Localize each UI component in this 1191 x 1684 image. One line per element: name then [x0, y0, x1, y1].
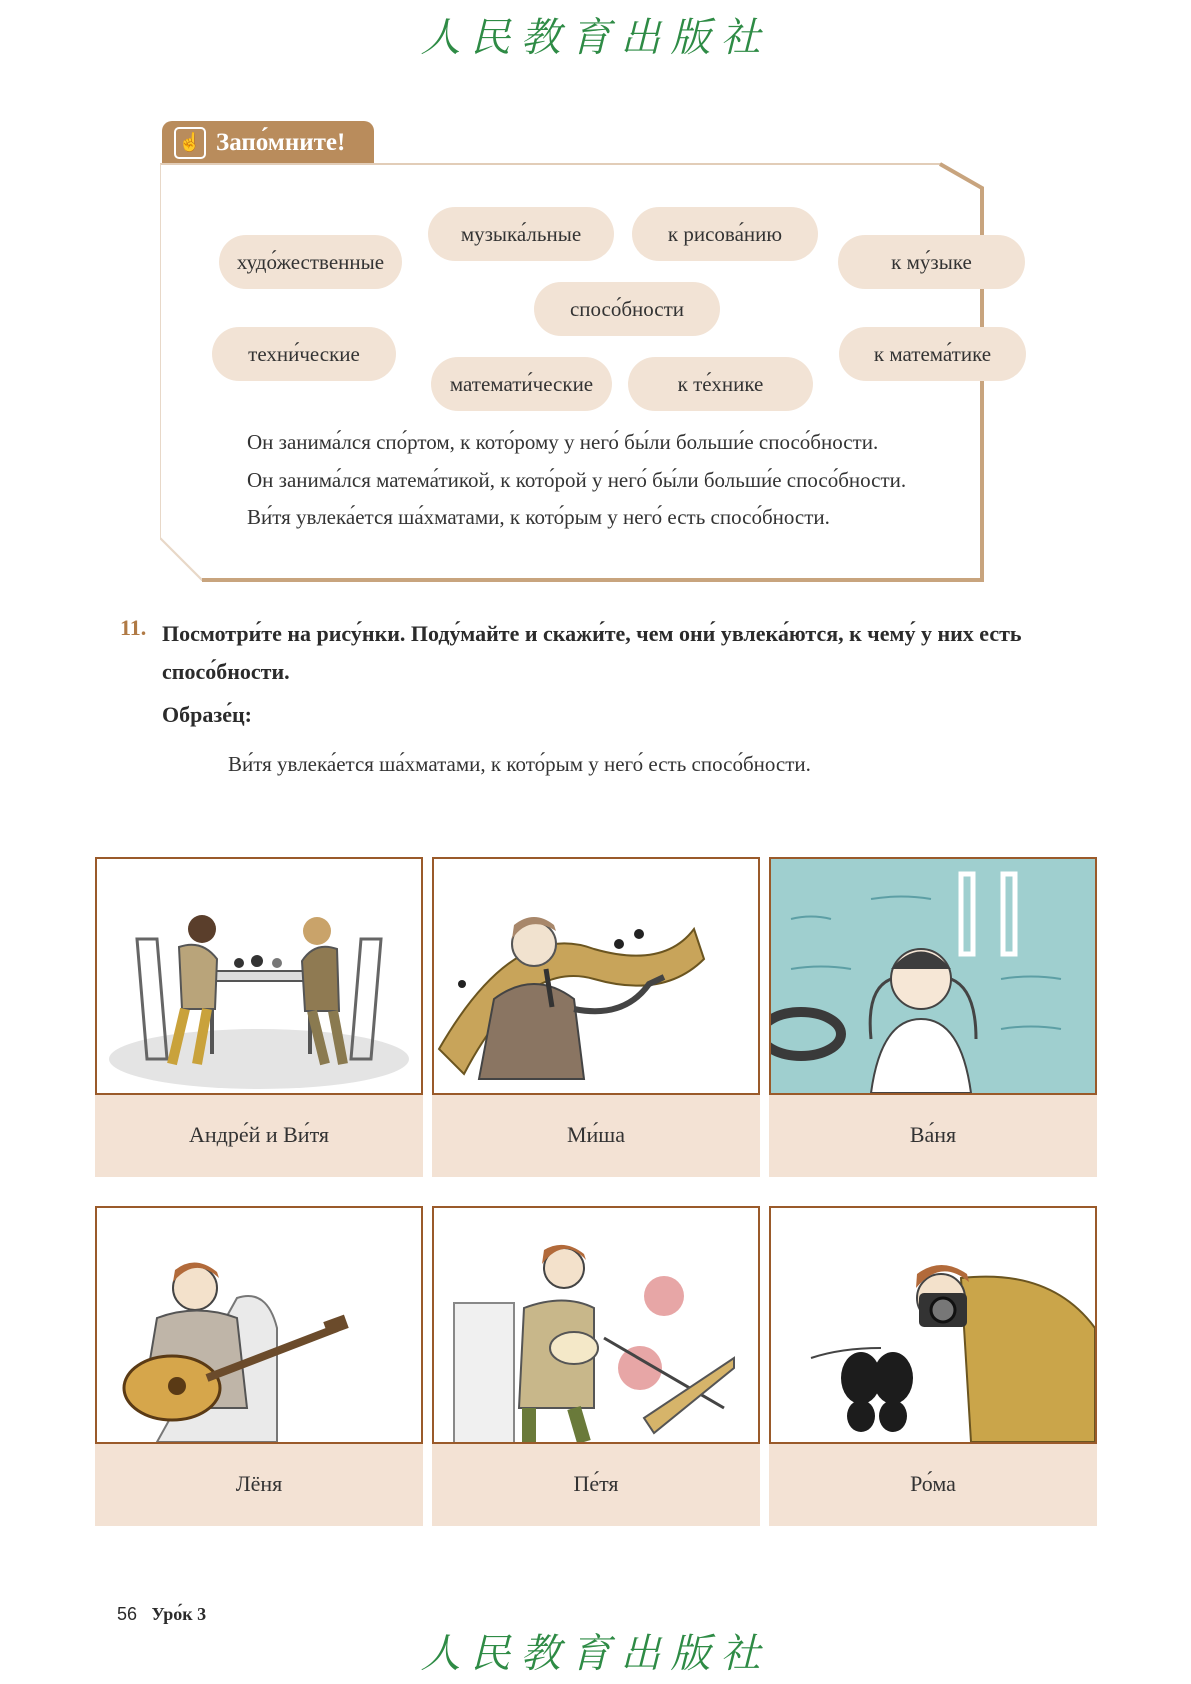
rule-examples [247, 424, 906, 537]
pointing-hand-icon: ☝ [174, 127, 206, 159]
card-petya [432, 1206, 760, 1526]
pill-musical: музыка́льные [428, 207, 614, 261]
pill-abilities: спосо́бности [534, 282, 720, 336]
card-label: Пе́тя [573, 1471, 619, 1496]
pill-technical: техни́ческие [212, 327, 396, 381]
task-instruction: Посмотри́те на рису́нки. Поду́майте и скажи́те, чем они́ увлека́ются, к чему́ у них есть спосо́бности. [162, 621, 1022, 684]
sample-text: Ви́тя увлека́ется ша́хматами, к кото́рым у него́ есть спосо́бности. [228, 752, 811, 776]
card-andrey-vitya [95, 857, 423, 1177]
pill-to-technology: к те́хнике [628, 357, 813, 411]
rule-line: Ви́тя увлека́ется ша́хматами, к кото́рым у него́ есть спосо́бности. [247, 505, 830, 529]
chess-players-icon [95, 857, 423, 1095]
swimmer-icon [769, 857, 1097, 1095]
card-vanya [769, 857, 1097, 1177]
card-label: Лёня [235, 1471, 283, 1496]
task-number: 11. [120, 615, 147, 640]
photographer-icon [769, 1206, 1097, 1444]
pill-to-drawing: к рисова́нию [632, 207, 818, 261]
card-label: Ва́ня [909, 1122, 957, 1147]
rule-line: Он занима́лся спо́ртом, к кото́рому у него́ бы́ли больши́е спосо́бности. [247, 430, 879, 454]
pill-mathematical: математи́ческие [431, 357, 612, 411]
card-label: Ро́ма [910, 1471, 956, 1496]
rule-line: Он занима́лся матема́тикой, к кото́рой у него́ бы́ли больши́е спосо́бности. [247, 467, 907, 492]
pill-to-music: к му́зыке [838, 235, 1025, 289]
singer-icon [432, 857, 760, 1095]
painter-icon [432, 1206, 760, 1444]
card-label: Андре́й и Ви́тя [188, 1122, 330, 1147]
card-roma [769, 1206, 1097, 1526]
publisher-logo-top: 人民教育出版社 [420, 15, 771, 61]
card-label: Ми́ша [566, 1122, 626, 1147]
lesson-label: Уро́к 3 [151, 1604, 207, 1624]
card-misha [432, 857, 760, 1177]
card-lyonya [95, 1206, 423, 1526]
sample-label: Образе́ц: [162, 702, 252, 727]
pill-to-mathematics: к матема́тике [839, 327, 1026, 381]
page-number: 56 [117, 1604, 138, 1624]
pill-artistic: худо́жественные [219, 235, 402, 289]
remember-header [162, 121, 374, 164]
remember-title: Запо́мните! [216, 128, 346, 156]
guitarist-icon [95, 1206, 423, 1444]
publisher-logo-bottom: 人民教育出版社 [420, 1631, 771, 1677]
